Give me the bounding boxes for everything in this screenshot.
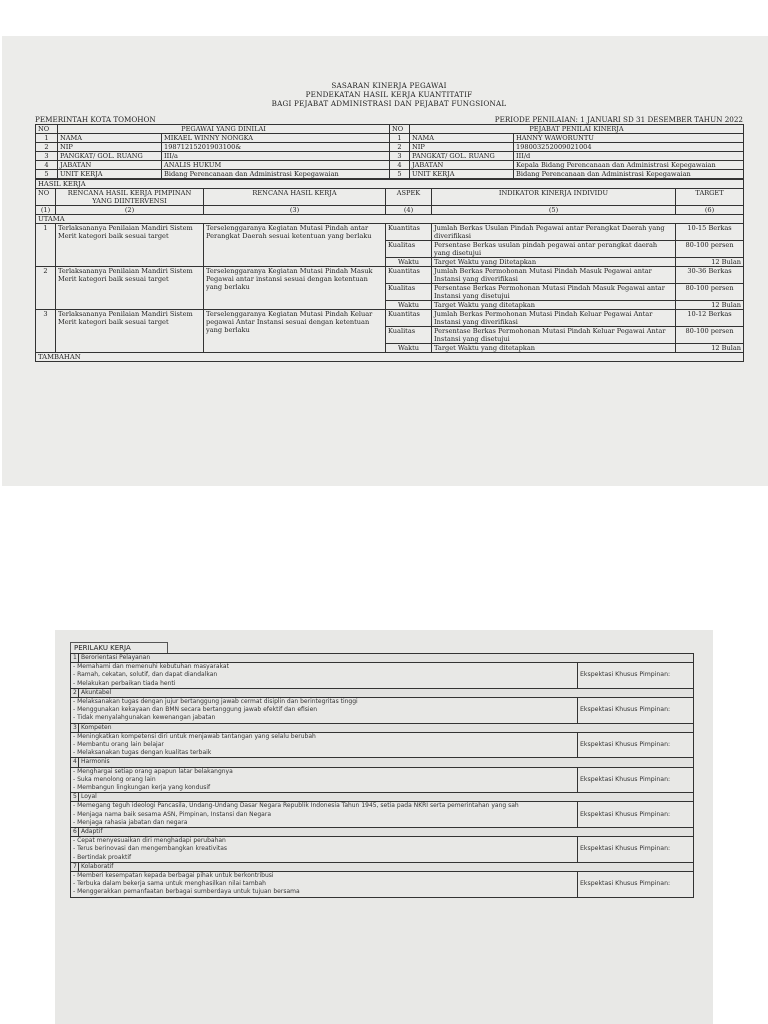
behavior-name: Kompeten xyxy=(79,723,694,732)
hk-rencana: Terselenggaranya Kegiatan Mutasi Pindah Keluar pegawai Antar Instansi sesuai dengan ketentuan yang berlaku xyxy=(204,310,386,353)
hk-no: 1 xyxy=(36,224,56,267)
row-no: 1 xyxy=(36,134,58,143)
expectation-label: Ekspektasi Khusus Pimpinan: xyxy=(578,663,694,689)
hk-row xyxy=(36,267,744,284)
section-row xyxy=(36,353,744,362)
behavior-point: - Melaksanakan tugas dengan jujur bertanggung jawab cermat disiplin dan berintegritas tinggi xyxy=(73,698,358,706)
hk-rencana: Terselenggaranya Kegiatan Mutasi Pindah Masuk Pegawai antar instansi sesuai dengan ketentuan yang berlaku xyxy=(204,267,386,310)
field-value: HANNY WAWORUNTU xyxy=(514,134,744,143)
field-label: JABATAN xyxy=(410,161,514,170)
behavior-point: - Melaksanakan tugas dengan kualitas terbaik xyxy=(73,749,212,757)
field-value: ANALIS HUKUM xyxy=(162,161,390,170)
hk-indikator: Jumlah Berkas Permohonan Mutasi Pindah Keluar Pegawai Antar Instansi yang diverifikasi xyxy=(432,310,676,327)
behavior-body xyxy=(71,837,694,863)
hk-target: 80-100 persen xyxy=(676,327,744,344)
behavior-points xyxy=(71,837,578,863)
col-number: (6) xyxy=(676,206,744,215)
identity-header-row xyxy=(36,125,744,134)
field-label: NAMA xyxy=(410,134,514,143)
hk-indikator: Target Waktu yang ditetapkan xyxy=(432,301,676,310)
behavior-point: - Membangun lingkungan kerja yang kondusif xyxy=(73,784,211,792)
hk-aspek: Kualitas xyxy=(386,327,432,344)
perilaku-kerja-page xyxy=(55,630,713,1024)
hk-aspek: Waktu xyxy=(386,344,432,353)
field-label: NAMA xyxy=(58,134,162,143)
hk-indikator: Jumlah Berkas Usulan Pindah Pegawai antar Perangkat Daerah yang diverifikasi xyxy=(432,224,676,241)
behavior-point: - Terbuka dalam bekerja sama untuk menghasilkan nilai tambah xyxy=(73,880,266,888)
behavior-name: Loyal xyxy=(79,793,694,802)
hk-aspek: Waktu xyxy=(386,301,432,310)
field-label: JABATAN xyxy=(58,161,162,170)
behavior-no: 7 xyxy=(71,862,79,871)
field-value: Kepala Bidang Perencanaan dan Administrasi Kepegawaian xyxy=(514,161,744,170)
field-label: NIP xyxy=(410,143,514,152)
field-value: 198003252009021004 xyxy=(514,143,744,152)
behavior-point: - Memberi kesempatan kepada berbagai pihak untuk berkontribusi xyxy=(73,872,274,880)
behavior-point: - Bertindak proaktif xyxy=(73,853,132,861)
behavior-body xyxy=(71,767,694,793)
hk-target: 30-36 Berkas xyxy=(676,267,744,284)
hk-target: 10-15 Berkas xyxy=(676,224,744,241)
hk-header-pimpinan: RENCANA HASIL KERJA PIMPINAN YANG DIINTERVENSI xyxy=(56,189,204,206)
instansi-label: PEMERINTAH KOTA TOMOHON xyxy=(35,115,156,124)
hk-aspek: Kuantitas xyxy=(386,224,432,241)
behavior-name: Berorientasi Pelayanan xyxy=(79,654,694,663)
hk-header-aspek: ASPEK xyxy=(386,189,432,206)
expectation-label: Ekspektasi Khusus Pimpinan: xyxy=(578,802,694,828)
behavior-name: Akuntabel xyxy=(79,688,694,697)
row-no: 1 xyxy=(390,134,410,143)
field-value: III/a xyxy=(162,152,390,161)
behavior-point: - Menghargai setiap orang apapun latar belakangnya xyxy=(73,767,233,775)
behavior-point: - Cepat menyesuaikan diri menghadapi perubahan xyxy=(73,837,226,845)
hk-header-row xyxy=(36,189,744,206)
behavior-point: - Ramah, cekatan, solutif, dan dapat diandalkan xyxy=(73,671,218,679)
behavior-no: 6 xyxy=(71,828,79,837)
behavior-point: - Meningkatkan kompetensi diri untuk menjawab tantangan yang selalu berubah xyxy=(73,732,316,740)
field-value: Bidang Perencanaan dan Administrasi Kepegawaian xyxy=(162,170,390,179)
hk-header-no: NO xyxy=(36,189,56,206)
section-row xyxy=(36,180,744,189)
hk-indikator: Jumlah Berkas Permohonan Mutasi Pindah Masuk Pegawai antar Instansi yang diverifikasi xyxy=(432,267,676,284)
hk-target: 12 Bulan xyxy=(676,301,744,310)
hk-row xyxy=(36,224,744,241)
row-no: 3 xyxy=(36,152,58,161)
identity-row xyxy=(36,134,744,143)
hk-aspek: Waktu xyxy=(386,258,432,267)
title-line: SASARAN KINERJA PEGAWAI xyxy=(331,81,447,90)
hk-indikator: Persentase Berkas usulan pindah pegawai antar perangkat daerah yang disetujui xyxy=(432,241,676,258)
row-no: 2 xyxy=(36,143,58,152)
behavior-point: - Melakukan perbaikan tiada henti xyxy=(73,679,176,687)
hk-header-indikator: INDIKATOR KINERJA INDIVIDU xyxy=(432,189,676,206)
hasil-kerja-table xyxy=(35,179,744,362)
behavior-points xyxy=(71,698,578,724)
behavior-points xyxy=(71,663,578,689)
field-label: UNIT KERJA xyxy=(410,170,514,179)
row-no: 2 xyxy=(390,143,410,152)
behavior-point: - Terus berinovasi dan mengembangkan kreativitas xyxy=(73,845,228,853)
behavior-name: Kolaboratif xyxy=(79,862,694,871)
hk-aspek: Kualitas xyxy=(386,284,432,301)
behavior-no: 3 xyxy=(71,723,79,732)
hk-pimpinan: Terlaksananya Penilaian Mandiri Sistem Merit kategori baik sesuai target xyxy=(56,267,204,310)
expectation-label: Ekspektasi Khusus Pimpinan: xyxy=(578,767,694,793)
identity-row xyxy=(36,161,744,170)
col-number: (3) xyxy=(204,206,386,215)
behavior-point: - Menjaga nama baik sesama ASN, Pimpinan, Instansi dan Negara xyxy=(73,810,271,818)
field-value: 19871215201903100& xyxy=(162,143,390,152)
behavior-no: 1 xyxy=(71,654,79,663)
hk-target: 12 Bulan xyxy=(676,344,744,353)
behavior-header xyxy=(71,758,694,767)
header-penilai: PEJABAT PENILAI KINERJA xyxy=(410,125,744,134)
title-line: PENDEKATAN HASIL KERJA KUANTITATIF xyxy=(305,90,473,99)
behavior-name: Harmonis xyxy=(79,758,694,767)
behavior-points xyxy=(71,732,578,758)
row-no: 4 xyxy=(36,161,58,170)
skp-document-page xyxy=(2,36,768,486)
behavior-point: - Menggunakan kekayaan dan BMN secara bertanggung jawab efektif dan efisien xyxy=(73,706,318,714)
behavior-header xyxy=(71,862,694,871)
field-label: PANGKAT/ GOL. RUANG xyxy=(58,152,162,161)
hk-aspek: Kuantitas xyxy=(386,267,432,284)
behavior-points xyxy=(71,767,578,793)
hk-no: 2 xyxy=(36,267,56,310)
expectation-label: Ekspektasi Khusus Pimpinan: xyxy=(578,872,694,898)
skp-document xyxy=(35,36,743,362)
field-value: Bidang Perencanaan dan Administrasi Kepegawaian xyxy=(514,170,744,179)
expectation-label: Ekspektasi Khusus Pimpinan: xyxy=(578,732,694,758)
hk-no: 3 xyxy=(36,310,56,353)
behavior-body xyxy=(71,732,694,758)
identity-row xyxy=(36,143,744,152)
header-dinilai: PEGAWAI YANG DINILAI xyxy=(58,125,390,134)
behavior-body xyxy=(71,663,694,689)
row-no: 5 xyxy=(390,170,410,179)
behavior-point: - Memegang teguh ideologi Pancasila, Undang-Undang Dasar Negara Republik Indonesia Tahun 1945, setia pada NKRI serta pemerintahan yang sah xyxy=(73,802,519,810)
behavior-point: - Menjaga rahasia jabatan dan negara xyxy=(73,818,188,826)
behavior-header xyxy=(71,688,694,697)
behavior-header xyxy=(71,654,694,663)
behavior-points xyxy=(71,802,578,828)
behavior-body xyxy=(71,698,694,724)
field-label: UNIT KERJA xyxy=(58,170,162,179)
section-row xyxy=(36,215,744,224)
behavior-header xyxy=(71,828,694,837)
field-label: NIP xyxy=(58,143,162,152)
document-titles xyxy=(35,81,743,108)
row-no: 4 xyxy=(390,161,410,170)
behavior-point: - Memahami dan memenuhi kebutuhan masyarakat xyxy=(73,663,229,671)
header-no: NO xyxy=(36,125,58,134)
expectation-label: Ekspektasi Khusus Pimpinan: xyxy=(578,837,694,863)
perilaku-table xyxy=(70,653,694,898)
hk-indikator: Persentase Berkas Permohonan Mutasi Pindah Keluar Pegawai Antar Instansi yang disetujui xyxy=(432,327,676,344)
field-label: PANGKAT/ GOL. RUANG xyxy=(410,152,514,161)
hk-number-row xyxy=(36,206,744,215)
hk-indikator: Persentase Berkas Permohonan Mutasi Pindah Masuk Pegawai antar Instansi yang disetujui xyxy=(432,284,676,301)
hk-target: 12 Bulan xyxy=(676,258,744,267)
hk-indikator: Target Waktu yang ditetapkan xyxy=(432,344,676,353)
behavior-point: - Suka menolong orang lain xyxy=(73,775,156,783)
behavior-header xyxy=(71,723,694,732)
row-no: 5 xyxy=(36,170,58,179)
hk-target: 80-100 persen xyxy=(676,241,744,258)
behavior-name: Adaptif xyxy=(79,828,694,837)
hk-row xyxy=(36,310,744,327)
field-value: III/d xyxy=(514,152,744,161)
col-number: (4) xyxy=(386,206,432,215)
hk-target: 10-12 Berkas xyxy=(676,310,744,327)
utama-label: UTAMA xyxy=(36,215,744,224)
hk-pimpinan: Terlaksananya Penilaian Mandiri Sistem Merit kategori baik sesuai target xyxy=(56,224,204,267)
col-number: (5) xyxy=(432,206,676,215)
perilaku-title: PERILAKU KERJA xyxy=(70,642,168,653)
header-no: NO xyxy=(390,125,410,134)
behavior-point: - Tidak menyalahgunakan kewenangan jabatan xyxy=(73,714,216,722)
hk-rencana: Terselenggaranya Kegiatan Mutasi Pindah antar Perangkat Daerah sesuai ketentuan yang berlaku xyxy=(204,224,386,267)
periode-label: PERIODE PENILAIAN: 1 JANUARI SD 31 DESEMBER TAHUN 2022 xyxy=(494,115,743,124)
hk-indikator: Target Waktu yang Ditetapkan xyxy=(432,258,676,267)
identity-row xyxy=(36,152,744,161)
behavior-no: 4 xyxy=(71,758,79,767)
document-meta xyxy=(35,115,743,124)
hk-header-rencana: RENCANA HASIL KERJA xyxy=(204,189,386,206)
field-value: MIKAEL WINNY NONGKA xyxy=(162,134,390,143)
title-line: BAGI PEJABAT ADMINISTRASI DAN PEJABAT FUNGSIONAL xyxy=(271,99,507,108)
hk-pimpinan: Terlaksananya Penilaian Mandiri Sistem Merit kategori baik sesuai target xyxy=(56,310,204,353)
behavior-body xyxy=(71,872,694,898)
perilaku-kerja xyxy=(70,642,694,898)
col-number: (1) xyxy=(36,206,56,215)
tambahan-label: TAMBAHAN xyxy=(36,353,744,362)
hk-target: 80-100 persen xyxy=(676,284,744,301)
behavior-no: 2 xyxy=(71,688,79,697)
identity-table xyxy=(35,124,744,179)
behavior-point: - Membantu orang lain belajar xyxy=(73,741,164,749)
behavior-body xyxy=(71,802,694,828)
hk-aspek: Kualitas xyxy=(386,241,432,258)
hasil-kerja-label: HASIL KERJA xyxy=(36,180,744,189)
col-number: (2) xyxy=(56,206,204,215)
behavior-point: - Menggerakkan pemanfaatan berbagai sumberdaya untuk tujuan bersama xyxy=(73,888,300,896)
expectation-label: Ekspektasi Khusus Pimpinan: xyxy=(578,698,694,724)
behavior-points xyxy=(71,872,578,898)
behavior-no: 5 xyxy=(71,793,79,802)
identity-row xyxy=(36,170,744,179)
hk-header-target: TARGET xyxy=(676,189,744,206)
hk-aspek: Kuantitas xyxy=(386,310,432,327)
row-no: 3 xyxy=(390,152,410,161)
behavior-header xyxy=(71,793,694,802)
